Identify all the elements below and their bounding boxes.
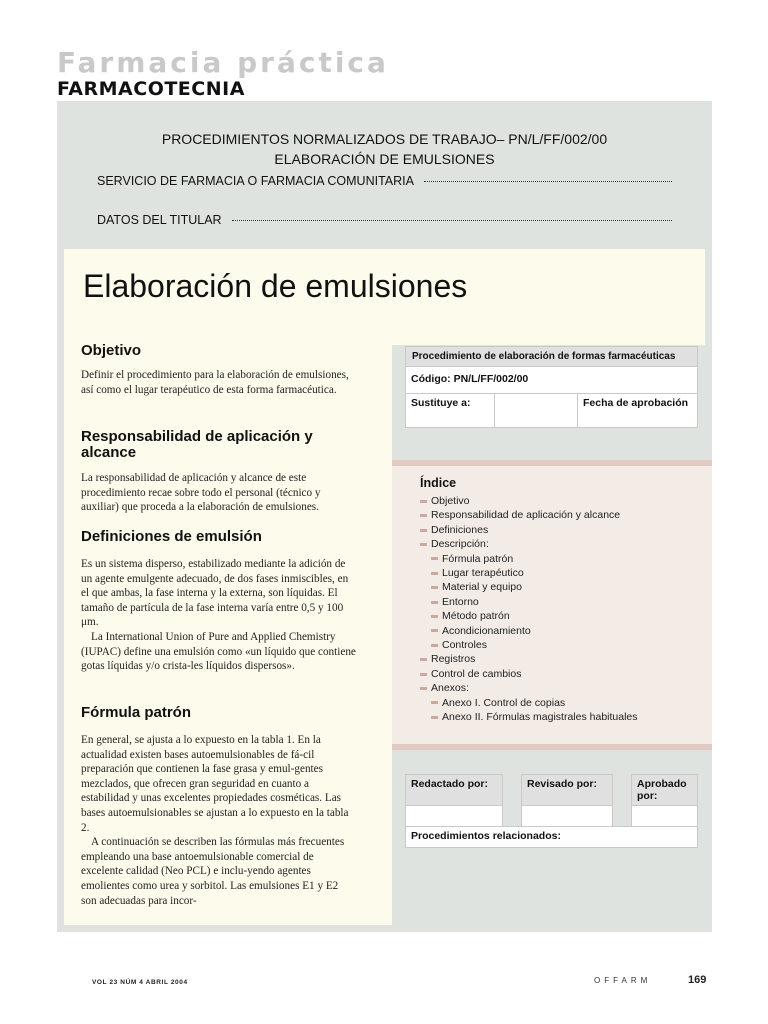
procedure-info-table <box>405 346 698 428</box>
related-procedures-table <box>405 826 698 848</box>
bullet-icon <box>420 514 427 517</box>
replaces-value[interactable] <box>495 394 578 428</box>
bullet-icon <box>431 572 438 575</box>
bullet-icon <box>431 716 438 719</box>
paragraph: En general, se ajusta a lo expuesto en la tabla 1. En la actualidad existen bases autoemulsionables de fá-cil preparación que contienen la fase grasa y emul-gentes mezclados, que ofrecen gran seguridad en cuanto a estabilidad y unas excelentes propiedades cosméticas. Las bases autoemulsionables se ajustan a lo expuesto en la tabla 2. <box>81 734 349 834</box>
index-subitem: Material y equipo <box>420 580 638 594</box>
section-kicker: Farmacia práctica <box>57 46 389 79</box>
pharmacy-service-field[interactable] <box>97 174 672 188</box>
form-subtitle: ELABORACIÓN DE EMULSIONES <box>274 151 495 167</box>
holder-data-dots <box>232 220 672 221</box>
formula-patron-text <box>81 733 356 908</box>
bullet-icon <box>431 586 438 589</box>
index-subitem: Lugar terapéutico <box>420 566 638 580</box>
index-item: Registros <box>420 652 638 666</box>
section-title: FARMACOTECNIA <box>57 78 245 100</box>
index-item: Objetivo <box>420 494 638 508</box>
issue-info: VOL 23 NÚM 4 ABRIL 2004 <box>92 979 188 986</box>
paragraph: La International Union of Pure and Applied Chemistry (IUPAC) define una emulsión como «un líquido que contiene gotas líquidas y/o crista-les líquidos dispersos». <box>81 630 356 673</box>
bullet-icon <box>431 601 438 604</box>
bullet-icon <box>420 529 427 532</box>
holder-data-field[interactable] <box>97 213 672 227</box>
holder-data-label: DATOS DEL TITULAR <box>97 213 222 227</box>
objetivo-text <box>81 368 356 397</box>
heading-responsabilidad: Responsabilidad de aplicación y alcance <box>81 428 313 461</box>
index-item: Anexos: <box>420 681 638 695</box>
paragraph: La responsabilidad de aplicación y alcance de este procedimiento recae sobre todo el personal (técnico y auxiliar) que proceda a la elaboración de emulsiones. <box>81 472 321 514</box>
pharmacy-service-dots <box>424 181 672 182</box>
index-subitem: Anexo I. Control de copias <box>420 696 638 710</box>
index-item: Descripción: <box>420 537 638 551</box>
index-subitem: Entorno <box>420 595 638 609</box>
related-procedures-label: Procedimientos relacionados: <box>406 827 698 848</box>
approval-date-label: Fecha de aprobación <box>578 394 698 428</box>
index-item: Definiciones <box>420 523 638 537</box>
paragraph: A continuación se describen las fórmulas más frecuentes empleando una base antoemulsionable comercial de excelente calidad (Neo PCL) e inclu-yendo agentes emolientes como urea y sorbitol. Las emulsiones E1 y E2 son adecuadas para incor- <box>81 836 345 907</box>
bullet-icon <box>420 500 427 503</box>
page-number: 169 <box>688 974 707 986</box>
index-subitem: Fórmula patrón <box>420 552 638 566</box>
pharmacy-service-label: SERVICIO DE FARMACIA O FARMACIA COMUNITARIA <box>97 174 414 188</box>
article-title: Elaboración de emulsiones <box>83 268 468 304</box>
index-box <box>392 460 712 750</box>
index-item: Control de cambios <box>420 667 638 681</box>
procedure-code: Código: PN/L/FF/002/00 <box>406 367 698 394</box>
paragraph: Definir el procedimiento para la elaboración de emulsiones, así como el lugar terapéutico de esta forma farmacéutica. <box>81 369 349 396</box>
bullet-icon <box>420 658 427 661</box>
form-title: PROCEDIMIENTOS NORMALIZADOS DE TRABAJO– PN/L/FF/002/00 <box>161 131 608 147</box>
index-item: Responsabilidad de aplicación y alcance <box>420 508 638 522</box>
definiciones-text <box>81 557 356 674</box>
bullet-icon <box>420 543 427 546</box>
procedure-header: Procedimiento de elaboración de formas farmacéuticas <box>406 347 698 367</box>
reviewed-by-label: Revisado por: <box>522 775 613 806</box>
index-title: Índice <box>420 476 457 490</box>
heading-objetivo: Objetivo <box>81 342 142 359</box>
index-subitem: Método patrón <box>420 609 638 623</box>
responsabilidad-text <box>81 471 356 515</box>
index-subitem: Controles <box>420 638 638 652</box>
replaces-label: Sustituye a: <box>406 394 495 428</box>
bullet-icon <box>431 557 438 560</box>
heading-formula-patron: Fórmula patrón <box>81 704 192 721</box>
written-by-label: Redactado por: <box>406 775 503 806</box>
bullet-icon <box>431 701 438 704</box>
bullet-icon <box>431 644 438 647</box>
bullet-icon <box>420 687 427 690</box>
index-subitem: Anexo II. Fórmulas magistrales habituales <box>420 710 638 724</box>
index-list <box>420 494 638 725</box>
approved-by-label: Aprobado por: <box>632 775 698 806</box>
index-subitem: Acondicionamiento <box>420 624 638 638</box>
bullet-icon <box>431 629 438 632</box>
bullet-icon <box>420 673 427 676</box>
bullet-icon <box>431 615 438 618</box>
heading-definiciones: Definiciones de emulsión <box>81 528 262 545</box>
journal-name: OFFARM <box>594 976 652 985</box>
paragraph: Es un sistema disperso, estabilizado mediante la adición de un agente emulgente adecuado, de dos fases inmiscibles, en el que ambas, la fase interna y la externa, son líquidas. El tamaño de partícula de la fase interna varía entre 0,5 y 100 μm. <box>81 558 349 629</box>
